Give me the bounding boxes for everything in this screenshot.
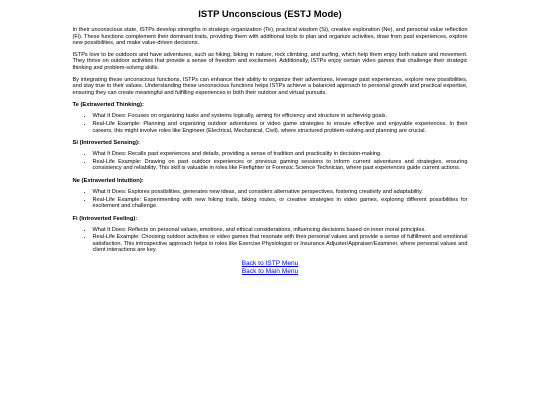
list-item: • Real-Life Example: Planning and organizing outdoor adventures or video game strategies to ensure effective and enjoyable experiences. In their careers, this might involve roles like Engineer (Electrical, Mechanical, Civil), where structured problem-solving and planning are crucial. [93,121,468,134]
intro-paragraph: By integrating these unconscious functions, ISTPs can enhance their ability to organize their adventures, leverage past experiences, explore new possibilities, and stay true to their values. Understanding these unconscious functions helps ISTPs achieve a balanced approach to personal growth and practical expertise, ensuring they can create meaningful and fulfilling experiences in both their outdoor and virtual pursuits. [72,76,468,96]
page-content [73,0,468,276]
section-list-fi [73,227,468,254]
list-item: • What It Does: Explores possibilities, generates new ideas, and considers alternative perspectives, fostering creativity and adaptability. [93,189,468,196]
section-heading-fi: Fi (Introverted Feeling): [72,215,138,222]
back-to-istp-menu-link[interactable]: Back to ISTP Menu [241,260,299,268]
list-item: • What It Does: Focuses on organizing tasks and systems logically, aiming for efficiency and structure in achieving goals. [93,113,468,120]
section-heading-si: Si (Introverted Sensing): [72,140,140,147]
section-heading-te: Te (Extraverted Thinking): [72,102,144,109]
list-item: • What It Does: Recalls past experiences and details, providing a sense of tradition and practicality in decision-making. [93,151,468,158]
intro-paragraph: ISTPs love to be outdoors and have adventures, such as hiking, biking in nature, rock climbing, and surfing, which help them enjoy both nature and movement. They thrive on outdoor activities that provide a sense of freedom and excitement. Additionally, ISTPs enjoy certain video games that challenge their strategic thinking and problem-solving skills. [72,51,468,71]
list-item: • Real-Life Example: Drawing on past outdoor experiences or previous gaming sessions to inform current adventures and strategies, ensuring consistency and reliability. This skill is valuable in roles like Firefighter or Forensic Science Technician, where past experiences guide current actions. [93,159,468,172]
back-to-main-menu-link[interactable]: Back to Main Menu [241,268,299,276]
list-item: • Real-Life Example: Choosing outdoor activities or video games that resonate with their personal values and provide a sense of fulfillment and emotional satisfaction. This introspective approach helps in roles like Exercise Physiologist or Insurance Adjuster/Appraiser/Examiner, where personal values and client interactions are key. [93,234,468,254]
page-title: ISTP Unconscious (ESTJ Mode) [198,9,342,20]
navigation-links [73,260,468,276]
section-list-ne [73,189,468,210]
list-item: • Real-Life Example: Experimenting with new hiking trails, biking routes, or creative strategies in video games, exploring different possibilities for excitement and challenge. [93,197,468,210]
section-heading-ne: Ne (Extraverted Intuition): [72,177,144,184]
section-list-te [73,113,468,134]
list-item: • What It Does: Reflects on personal values, emotions, and ethical considerations, influencing decisions based on inner moral principles. [93,227,468,234]
intro-paragraph: In their unconscious state, ISTPs develop strengths in strategic organization (Te), practical wisdom (Si), creative exploration (Ne), and personal value reflection (Fi). These functions complement their dominant traits, providing them with additional tools to plan and organize activities, draw from past experiences, explore new possibilities, and make value-driven decisions. [72,27,468,47]
section-list-si [73,151,468,172]
